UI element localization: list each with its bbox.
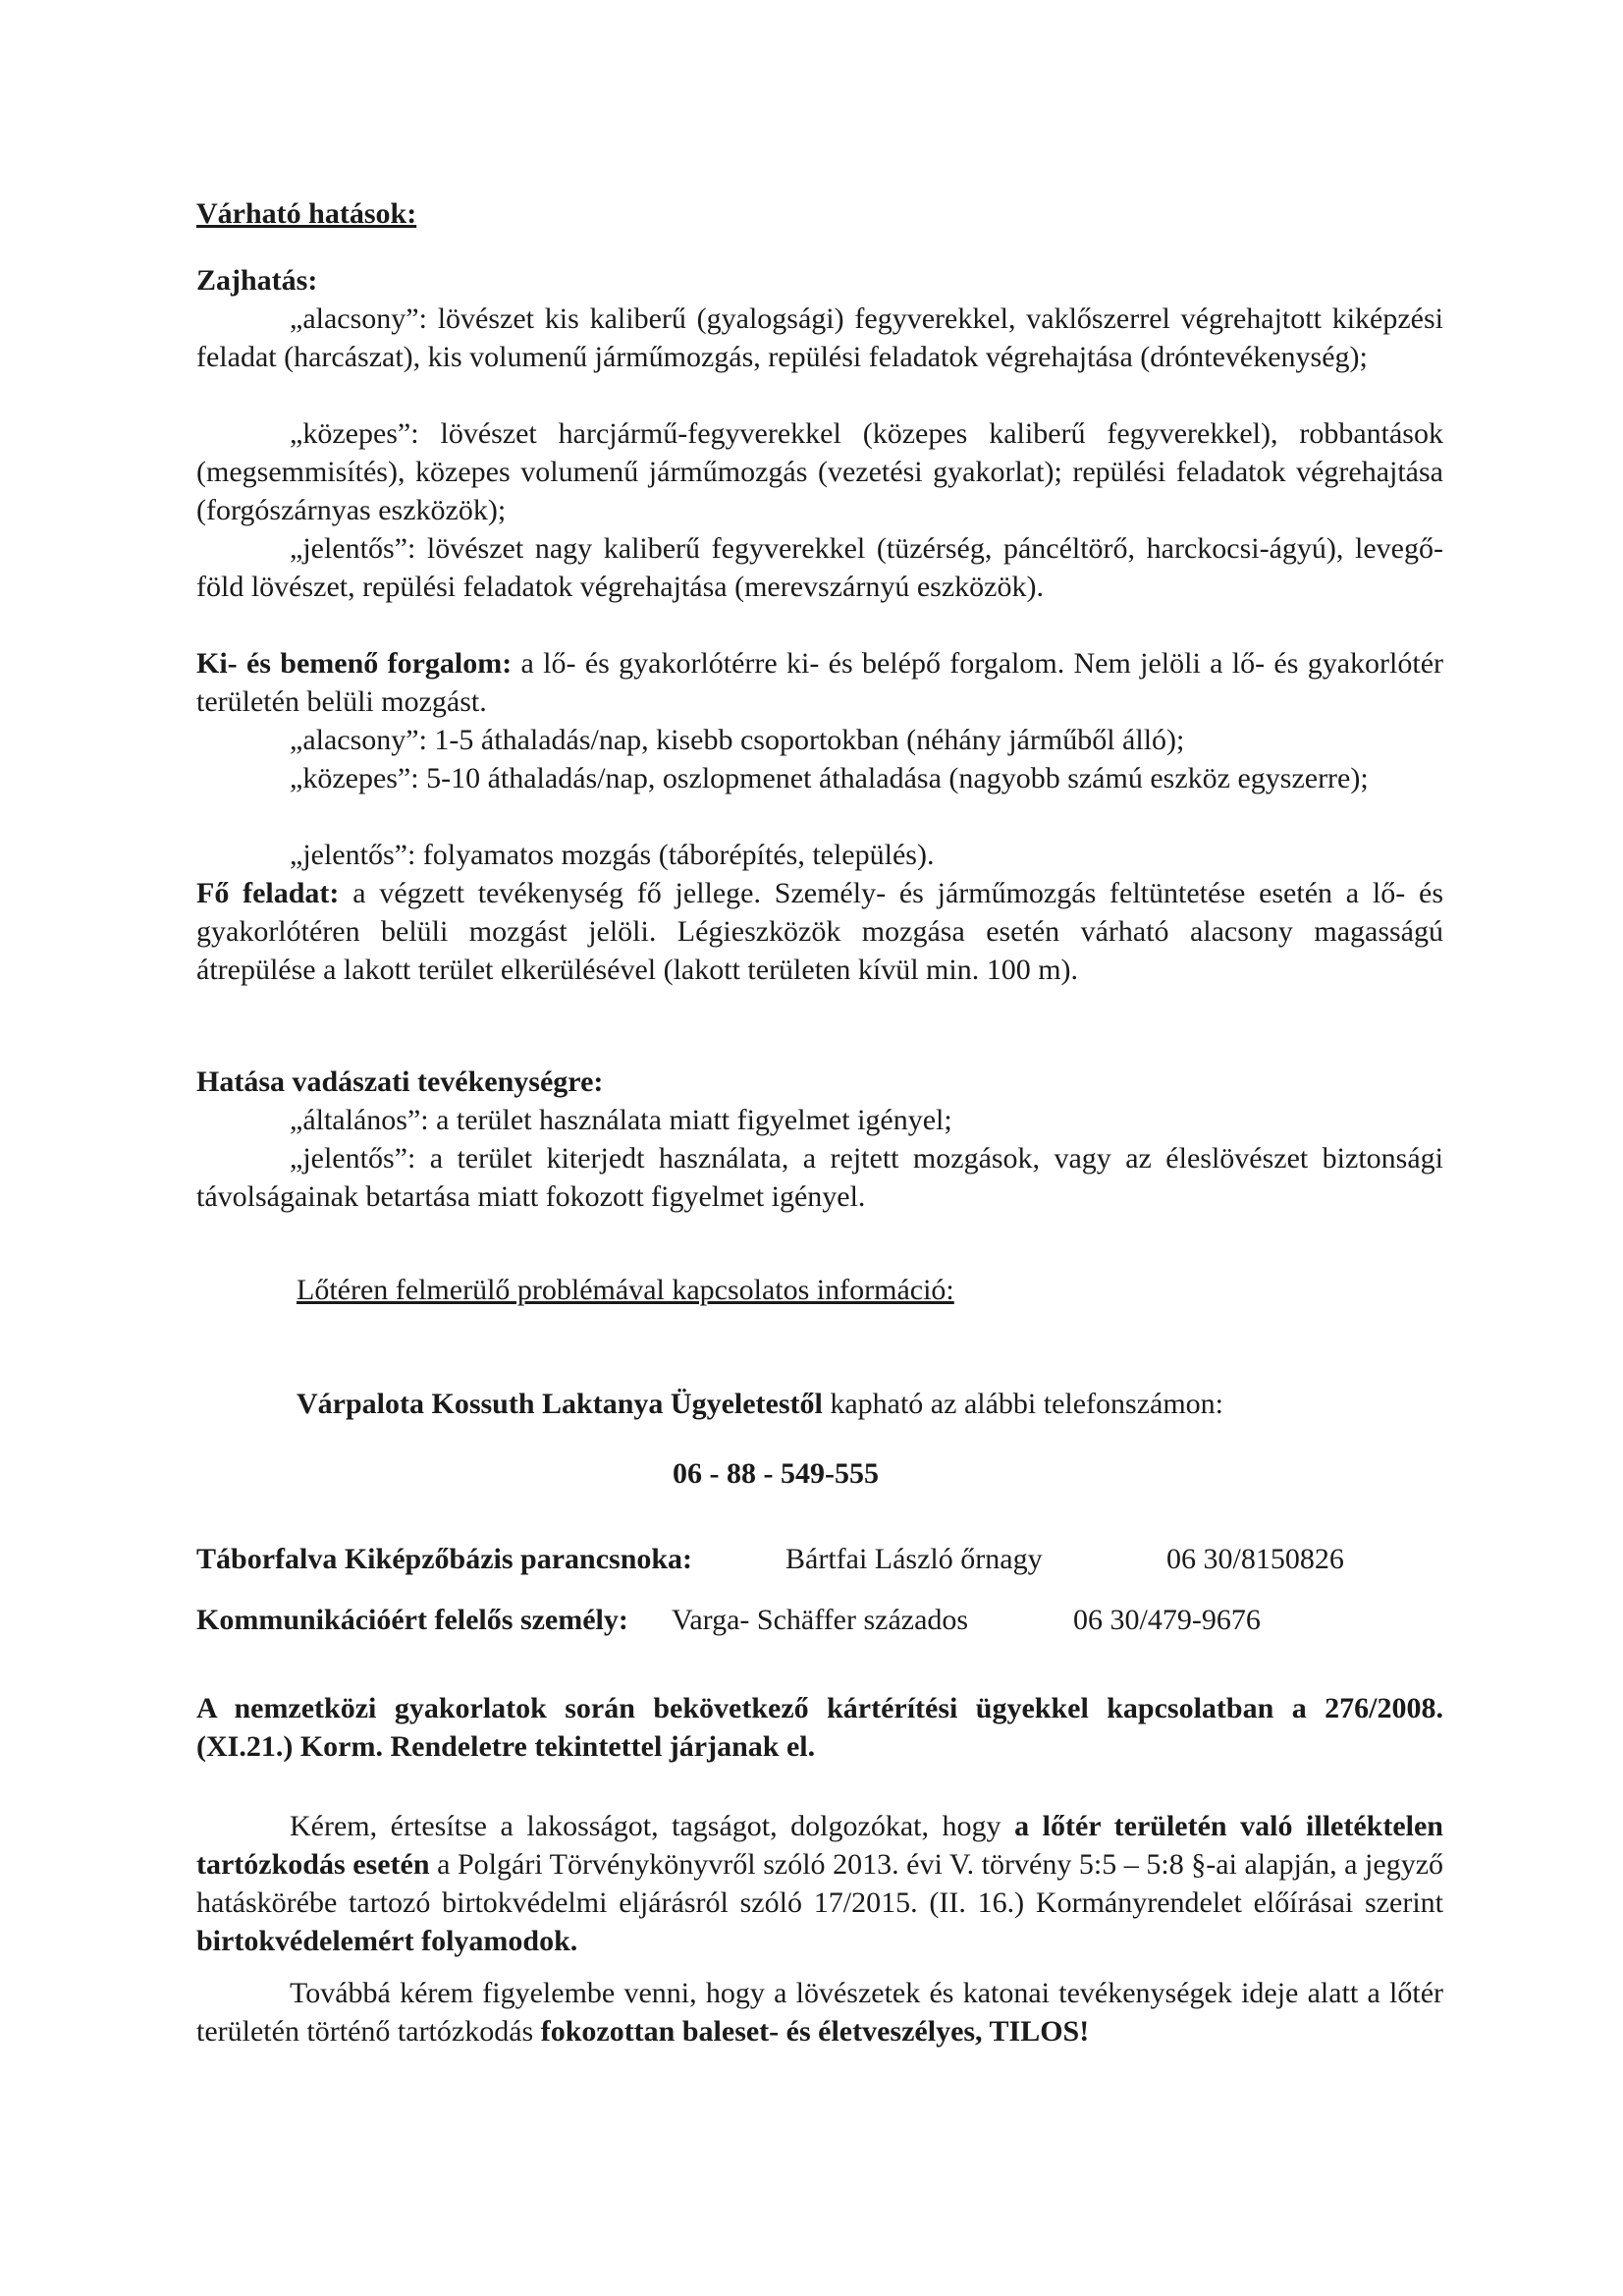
info-source-rest: kapható az alábbi telefonszámon: [830, 1388, 1224, 1420]
noise-high: „jelentős”: lövészet nagy kaliberű fegyverekkel (tüzérség, páncéltörő, harckocsi-ágyú), levegő-föld lövészet, repülési feladatok végrehajtása (merevszárnyú eszközök). [196, 532, 1443, 603]
request-p1-start: Kérem, értesítse a lakosságot, tagságot, dolgozókat, hogy [290, 1810, 1001, 1842]
request-paragraph-1 [196, 1807, 1443, 1960]
contact-name: Varga- Schäffer százados [672, 1604, 969, 1636]
info-phone: 06 - 88 - 549-555 [673, 1457, 879, 1490]
noise-title: Zajhatás: [196, 264, 318, 297]
info-title: Lőtéren felmerülő problémával kapcsolatos információ: [297, 1274, 954, 1306]
contact-row-communication [196, 1601, 1443, 1639]
request-p1-bold1: a lőtér területén való illetéktelen tartózkodás esetén [196, 1810, 1443, 1881]
compensation-notice: A nemzetközi gyakorlatok során bekövetkező kártérítési ügyekkel kapcsolatban a 276/2008. (XI.21.) Korm. Rendeletre tekintettel járjanak el. [196, 1692, 1443, 1763]
contact-phone: 06 30/479-9676 [1073, 1604, 1261, 1636]
section-heading: Várható hatások: [196, 197, 417, 230]
contact-phone: 06 30/8150826 [1166, 1543, 1344, 1575]
noise-medium: „közepes”: lövészet harcjármű-fegyverekkel (közepes kaliberű fegyverekkel), robbantások (megsemmisítés), közepes volumenű járműmozgás (vezetési gyakorlat); repülési feladatok végrehajtása (forgószárnyas eszközök); [196, 417, 1443, 526]
request-p1-bold2: birtokvédelemért folyamodok. [196, 1925, 578, 1957]
traffic-paragraph [196, 644, 1443, 721]
request-p2-start: Továbbá kérem figyelembe venni, hogy a lövészetek és katonai tevékenységek ideje alatt a lőtér területén történő tartózkodás [196, 1977, 1443, 2048]
main-task-text: a végzett tevékenység fő jellege. Személy- és járműmozgás feltüntetése esetén a lő- és gyakorlótéren belüli mozgást jelöli. Légieszközök mozgása esetén várható alacsony magasságú átrepülése a lakott terület elkerülésével (lakott területen kívül min. 100 m). [196, 877, 1444, 986]
hunting-title: Hatása vadászati tevékenységre: [196, 1066, 604, 1098]
contact-label: Kommunikációért felelős személy: [196, 1604, 628, 1636]
traffic-low: „alacsony”: 1-5 áthaladás/nap, kisebb csoportokban (néhány járműből álló); [290, 724, 1185, 756]
main-task-paragraph [196, 874, 1443, 989]
traffic-text: a lő- és gyakorlótérre ki- és belépő forgalom. Nem jelöli a lő- és gyakorlótér területén belüli mozgást. [196, 647, 1443, 718]
traffic-high: „jelentős”: folyamatos mozgás (táborépítés, település). [290, 839, 935, 871]
info-source [297, 1385, 1443, 1423]
hunting-high: „jelentős”: a terület kiterjedt használata, a rejtett mozgások, vagy az éleslövészet biztonsági távolságainak betartása miatt fokozott figyelmet igényel. [196, 1142, 1443, 1213]
request-p1-mid: a Polgári Törvénykönyvről szóló 2013. évi V. törvény 5:5 – 5:8 §-ai alapján, a jegyző hatáskörébe tartozó birtokvédelmi eljárásról szóló 17/2015. (II. 16.) Kormányrendelet előírásai szerint [196, 1848, 1444, 1919]
request-p2-bold: fokozottan baleset- és életveszélyes, TILOS! [540, 2015, 1090, 2048]
main-task-label: Fő feladat: [196, 877, 340, 909]
contact-row-commander [196, 1540, 1443, 1578]
hunting-general: „általános”: a terület használata miatt figyelmet igényel; [290, 1104, 952, 1136]
contact-name: Bártfai László őrnagy [785, 1543, 1043, 1575]
traffic-label: Ki- és bemenő forgalom: [196, 647, 513, 680]
info-source-bold: Várpalota Kossuth Laktanya Ügyeletestől [297, 1388, 823, 1420]
noise-low: „alacsony”: lövészet kis kaliberű (gyalogsági) fegyverekkel, vaklőszerrel végrehajtott kiképzési feladat (harcászat), kis volumenű járműmozgás, repülési feladatok végrehajtása (dróntevékenység); [196, 302, 1443, 373]
request-paragraph-2 [196, 1974, 1443, 2050]
contact-label: Táborfalva Kiképzőbázis parancsnoka: [196, 1543, 693, 1575]
traffic-medium: „közepes”: 5-10 áthaladás/nap, oszlopmenet áthaladása (nagyobb számú eszköz egyszerre); [290, 762, 1369, 794]
